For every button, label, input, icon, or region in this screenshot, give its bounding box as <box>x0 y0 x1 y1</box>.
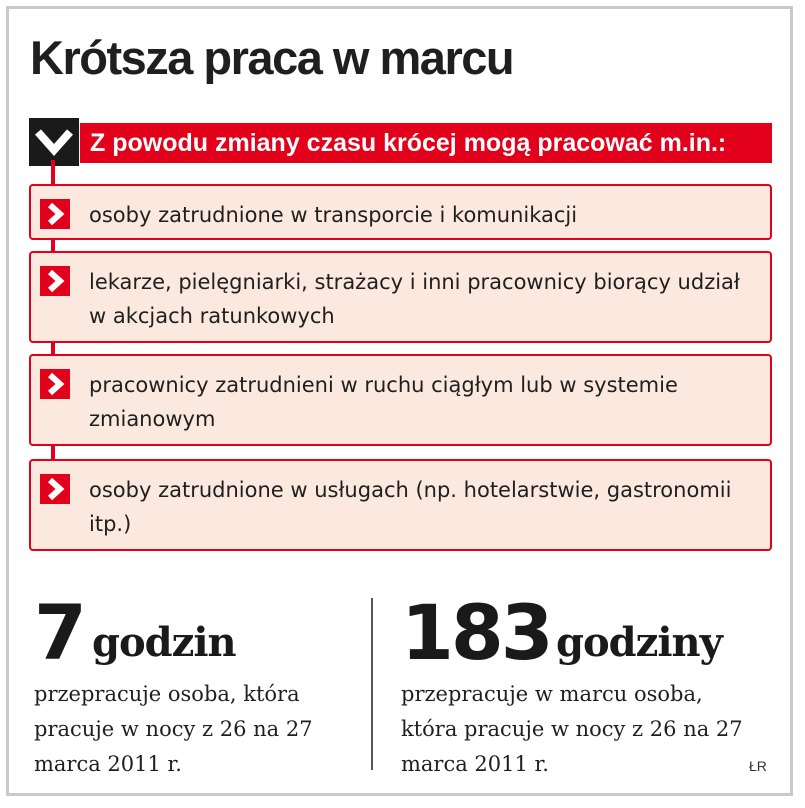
chevron-right-icon <box>40 266 70 296</box>
list-item <box>29 251 772 343</box>
stat-unit: godzin <box>92 619 236 666</box>
chevron-right-icon <box>40 199 70 229</box>
list-item-text: pracownicy zatrudnieni w ruchu ciągłym lub w systemie zmianowym <box>89 373 678 431</box>
stat-description: przepracuje w marcu osoba, która pracuje w nocy z 26 na 27 marca 2011 r. <box>401 682 743 776</box>
list-item-text: lekarze, pielęgniarki, strażacy i inni pracownicy biorący udział w akcjach ratunkowych <box>89 270 740 328</box>
stats-divider <box>371 598 373 770</box>
author-credit: ŁR <box>749 758 767 774</box>
chevron-right-icon <box>40 474 70 504</box>
list-item <box>29 354 772 446</box>
chevron-right-icon <box>40 369 70 399</box>
stat-number: 183 <box>401 588 551 677</box>
chevron-down-icon <box>29 118 79 166</box>
section-header: Z powodu zmiany czasu krócej mogą pracować m.in.: <box>80 123 772 163</box>
list-item <box>29 459 772 551</box>
list-item-text: osoby zatrudnione w usługach (np. hotelarstwie, gastronomii itp.) <box>89 478 732 536</box>
list-item <box>29 184 772 240</box>
list-item-text: osoby zatrudnione w transporcie i komunikacji <box>89 203 578 227</box>
stat-description: przepracuje osoba, która pracuje w nocy z 26 na 27 marca 2011 r. <box>34 682 313 776</box>
page-title: Krótsza praca w marcu <box>30 31 514 84</box>
stat-number: 7 <box>34 588 84 677</box>
stat-unit: godziny <box>556 619 722 666</box>
